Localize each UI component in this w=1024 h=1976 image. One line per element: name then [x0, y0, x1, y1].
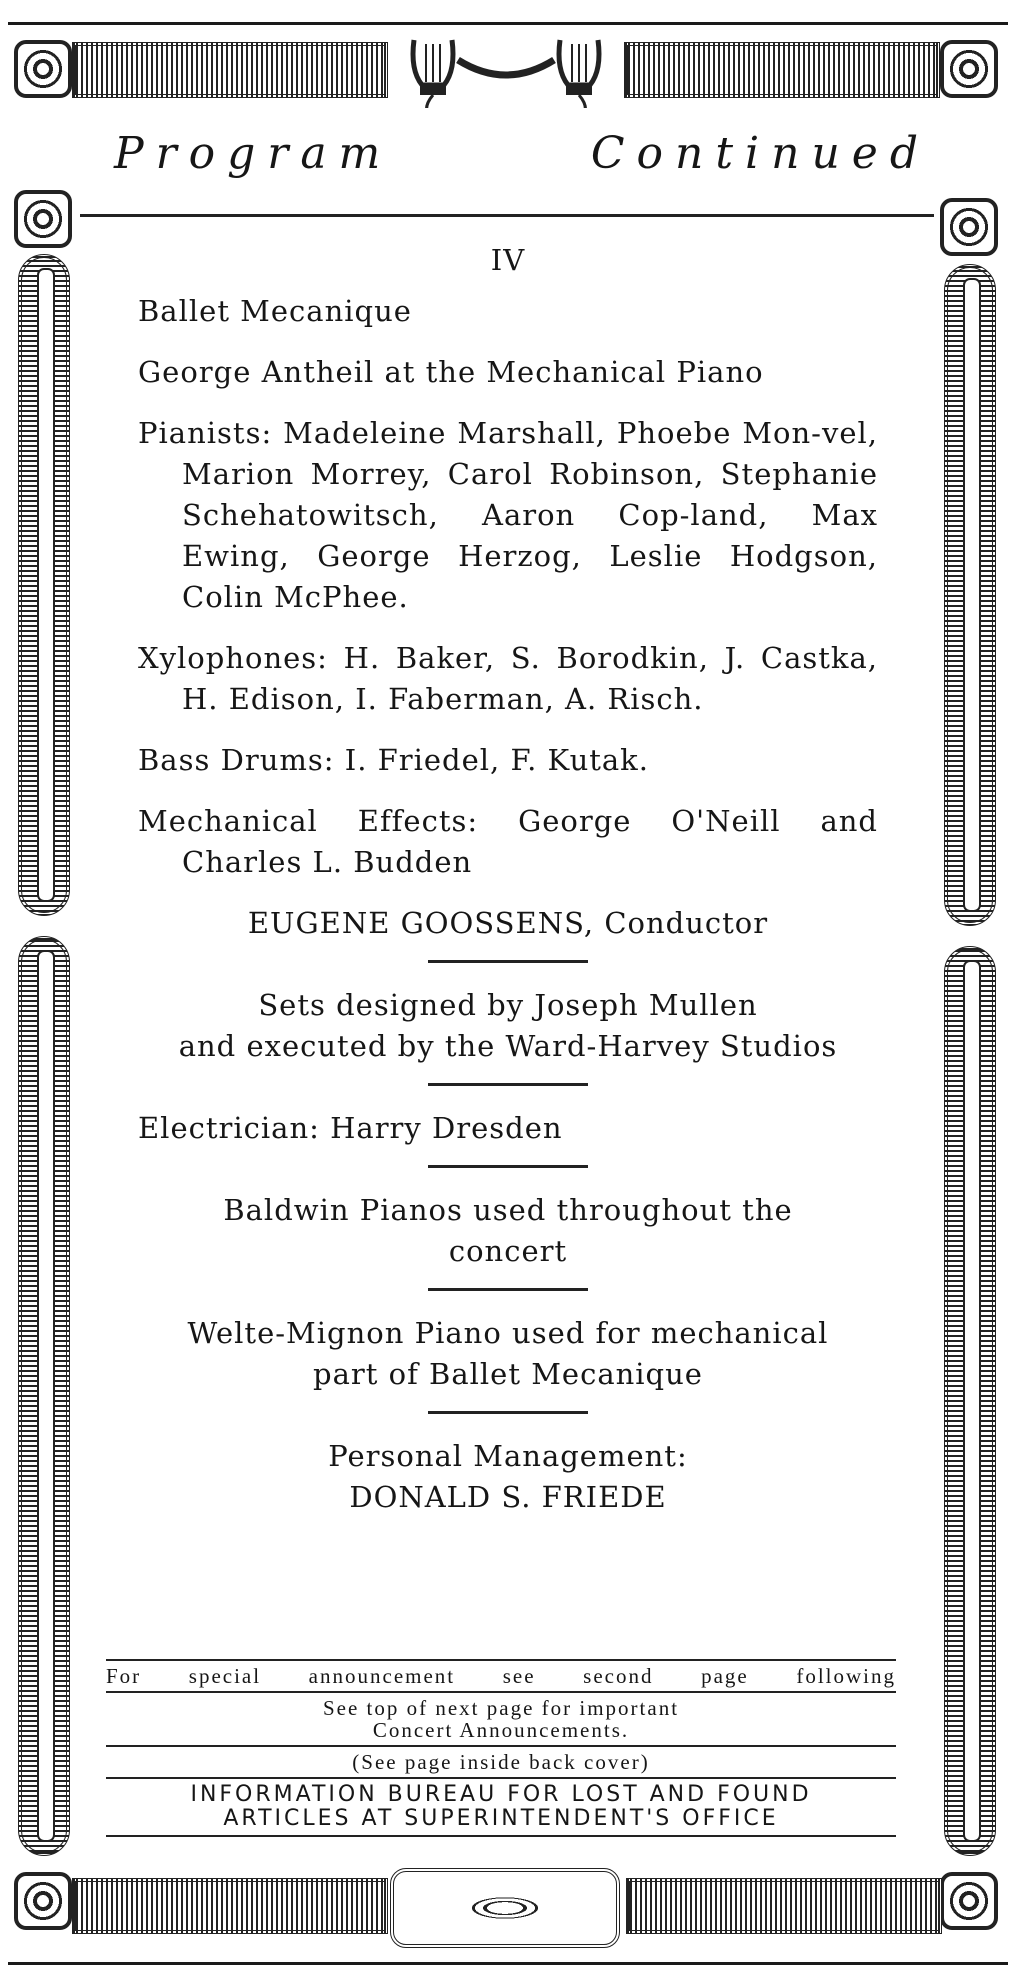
- right-upper-border-bar: [944, 264, 996, 926]
- left-upper-border-bar: [18, 254, 70, 916]
- performer-line: George Antheil at the Mechanical Piano: [138, 355, 764, 389]
- top-left-border-bar: [72, 42, 388, 98]
- footer-rule: [106, 1745, 896, 1747]
- footer-inside-back-cover: (See page inside back cover): [352, 1750, 650, 1774]
- separator-rule: [428, 1288, 588, 1291]
- footer-special-announcement: For special announcement see second page following: [106, 1664, 896, 1688]
- footer-information-bureau: INFORMATION BUREAU FOR LOST AND FOUND: [190, 1782, 812, 1807]
- title-program: Program: [114, 128, 393, 179]
- separator-rule: [428, 1083, 588, 1086]
- bottom-right-border-bar: [626, 1878, 942, 1934]
- left-lower-border-bar: [18, 936, 70, 1856]
- top-right-border-bar: [624, 42, 940, 98]
- program-content: [138, 240, 878, 1538]
- bottom-right-knot-ornament: [940, 1872, 998, 1930]
- sets-designer-line: Sets designed by Joseph Mullen: [258, 988, 758, 1022]
- welte-line-2: part of Ballet Mecanique: [313, 1357, 703, 1391]
- work-title: Ballet Mecanique: [138, 294, 412, 328]
- pianists-paragraph: Pianists: Madeleine Marshall, Phoebe Mon-vel, Marion Morrey, Carol Robinson, Stephanie Schehatowitsch, Aaron Cop-land, Max Ewing, George Herzog, Leslie Hodgson, Colin McPhee.: [138, 416, 878, 614]
- top-left-knot-ornament: [14, 40, 72, 98]
- footer-rule: [106, 1835, 896, 1837]
- xylophones-paragraph: Xylophones: H. Baker, S. Borodkin, J. Castka, H. Edison, I. Faberman, A. Risch.: [138, 641, 878, 716]
- garland-ornament: [456, 50, 556, 90]
- footer-superintendent-office: ARTICLES AT SUPERINTENDENT'S OFFICE: [223, 1806, 779, 1831]
- section-number: IV: [490, 243, 526, 277]
- bottom-center-ornament: [390, 1868, 620, 1948]
- right-lower-border-bar: [944, 946, 996, 1856]
- footer-rule: [106, 1777, 896, 1779]
- mechanical-effects-paragraph: Mechanical Effects: George O'Neill and Charles L. Budden: [138, 804, 878, 879]
- sets-executor-line: and executed by the Ward-Harvey Studios: [178, 1029, 838, 1063]
- separator-rule: [428, 1411, 588, 1414]
- separator-rule: [428, 960, 588, 963]
- upper-right-knot-ornament: [940, 198, 998, 256]
- announcements-footer: [106, 1655, 896, 1841]
- footer-rule: [106, 1691, 896, 1693]
- bass-drums-line: Bass Drums: I. Friedel, F. Kutak.: [138, 743, 649, 777]
- management-label: Personal Management:: [328, 1439, 688, 1473]
- bottom-rule: [8, 1962, 1008, 1965]
- footer-next-page-line: See top of next page for important: [322, 1696, 680, 1720]
- management-name: DONALD S. FRIEDE: [349, 1480, 667, 1514]
- title-band: [80, 108, 934, 217]
- separator-rule: [428, 1165, 588, 1168]
- footer-concert-announcements: Concert Announcements.: [372, 1718, 630, 1742]
- top-right-knot-ornament: [940, 40, 998, 98]
- welte-line: Welte-Mignon Piano used for mechanical: [187, 1316, 829, 1350]
- bottom-left-border-bar: [72, 1878, 388, 1934]
- title-continued: Continued: [590, 128, 930, 179]
- footer-rule: [106, 1659, 896, 1661]
- baldwin-line-2: concert: [448, 1234, 568, 1268]
- bottom-left-knot-ornament: [14, 1872, 72, 1930]
- upper-left-knot-ornament: [14, 190, 72, 248]
- baldwin-line: Baldwin Pianos used throughout the: [223, 1193, 793, 1227]
- conductor-line: EUGENE GOOSSENS, Conductor: [247, 906, 769, 940]
- electrician-line: Electrician: Harry Dresden: [138, 1111, 563, 1145]
- top-rule: [8, 22, 1008, 25]
